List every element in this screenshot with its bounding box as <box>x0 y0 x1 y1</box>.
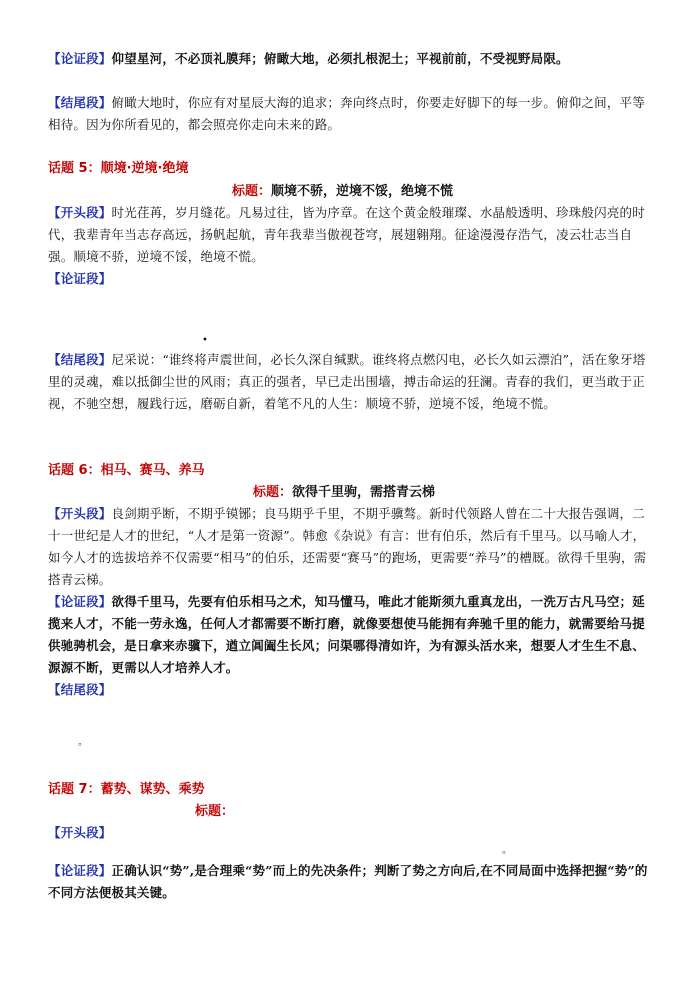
ending-paragraph <box>48 679 654 701</box>
title-text: 欲得千里驹，需搭青云梯 <box>292 485 436 500</box>
title-text: 顺境不骄，逆境不馁，绝境不慌 <box>271 184 454 199</box>
argument-paragraph <box>48 48 654 70</box>
paragraph-label: 【结尾段】 <box>48 95 112 110</box>
paragraph-label: 【开头段】 <box>48 506 112 521</box>
paragraph-text: 良剑期乎断，不期乎镆铘；良马期乎千里，不期乎骥骜。新时代领路人曾在二十大报告强调，二十一世纪是人才的世纪，“人才是第一资源”。韩愈《杂说》有言：世有伯乐，然后有千里马。以马喻人才，如今人才的选拔培养不仅需要“相马”的伯乐，还需要“赛马”的跑场，更需要“养马”的槽厩。欲得千里驹，需搭青云梯。 <box>48 506 647 587</box>
ending-paragraph <box>48 349 654 415</box>
stray-dot: • <box>202 335 208 346</box>
title-label: 标题： <box>232 184 272 199</box>
title-label: 标题： <box>253 485 293 500</box>
paragraph-label: 【论证段】 <box>48 51 112 66</box>
ending-paragraph <box>48 92 654 136</box>
paragraph-text: 尼采说：“谁终将声震世间，必长久深自缄默。谁终将点燃闪电，必长久如云漂泊”，活在象牙塔里的灵魂，难以抵御尘世的风雨；真正的强者，早已走出围墙，搏击命运的狂澜。青春的我们，更当敢于正视，不驰空想，履践行远，磨砺自新，着笔不凡的人生：顺境不骄，逆境不馁，绝境不慌。 <box>48 352 646 411</box>
essay-title <box>195 800 234 819</box>
paragraph-text: 时光荏苒，岁月缝花。凡易过往，皆为序章。在这个黄金般璀璨、水晶般透明、珍珠般闪亮的时代，我辈青年当志存高远，扬帆起航，青年我辈当傲视苍穹，展翅翱翔。征途漫漫存浩气，凌云壮志当自强。顺境不骄，逆境不馁，绝境不慌。 <box>48 205 645 264</box>
topic-heading: 话题 6：相马、赛马、养马 <box>48 463 205 478</box>
paragraph-label: 【论证段】 <box>48 271 112 286</box>
argument-paragraph <box>48 268 654 290</box>
argument-paragraph <box>48 860 654 904</box>
paragraph-label: 【论证段】 <box>48 863 112 878</box>
topic-heading: 话题 5：顺境·逆境·绝境 <box>48 161 189 176</box>
paragraph-text: 俯瞰大地时，你应有对星辰大海的追求；奔向终点时，你要走好脚下的每一步。俯仰之间，平等相待。因为你所看见的，都会照亮你走向未来的路。 <box>48 95 645 132</box>
essay-title <box>253 481 435 500</box>
paragraph-label: 【论证段】 <box>48 594 112 609</box>
essay-title <box>232 180 453 199</box>
topic-heading: 话题 7：蓄势、谋势、乘势 <box>48 782 205 797</box>
paragraph-text: 欲得千里马，先要有伯乐相马之术，知马懂马，唯此才能斯须九重真龙出，一洗万古凡马空；延揽来人才，不能一劳永逸，任何人才都需要不断打磨，就像要想使马能拥有奔驰千里的能力，就需要给马提供驰骋机会，是日拿来赤骥下，遒立阊阖生长风；问渠哪得清如许，为有源头活水来，想要人才生生不息、源源不断，更需以人才培养人才。 <box>48 594 645 675</box>
paragraph-label: 【结尾段】 <box>48 352 112 367</box>
paragraph-label: 【开头段】 <box>48 205 112 220</box>
opening-paragraph <box>48 202 654 268</box>
stray-dot: 。 <box>502 845 512 856</box>
paragraph-label: 【结尾段】 <box>48 682 112 697</box>
stray-dot: 。 <box>78 737 88 748</box>
opening-paragraph <box>48 822 654 844</box>
paragraph-label: 【开头段】 <box>48 825 112 840</box>
paragraph-text: 仰望星河，不必顶礼膜拜；俯瞰大地，必须扎根泥土；平视前前，不受视野局限。 <box>111 51 569 66</box>
title-label: 标题： <box>195 804 235 819</box>
argument-paragraph <box>48 591 654 679</box>
paragraph-text: 正确认识“势”,是合理乘“势”而上的先决条件；判断了势之方向后,在不同局面中选择把握“势”的不同方法便极其关键。 <box>48 863 648 900</box>
opening-paragraph <box>48 503 654 591</box>
